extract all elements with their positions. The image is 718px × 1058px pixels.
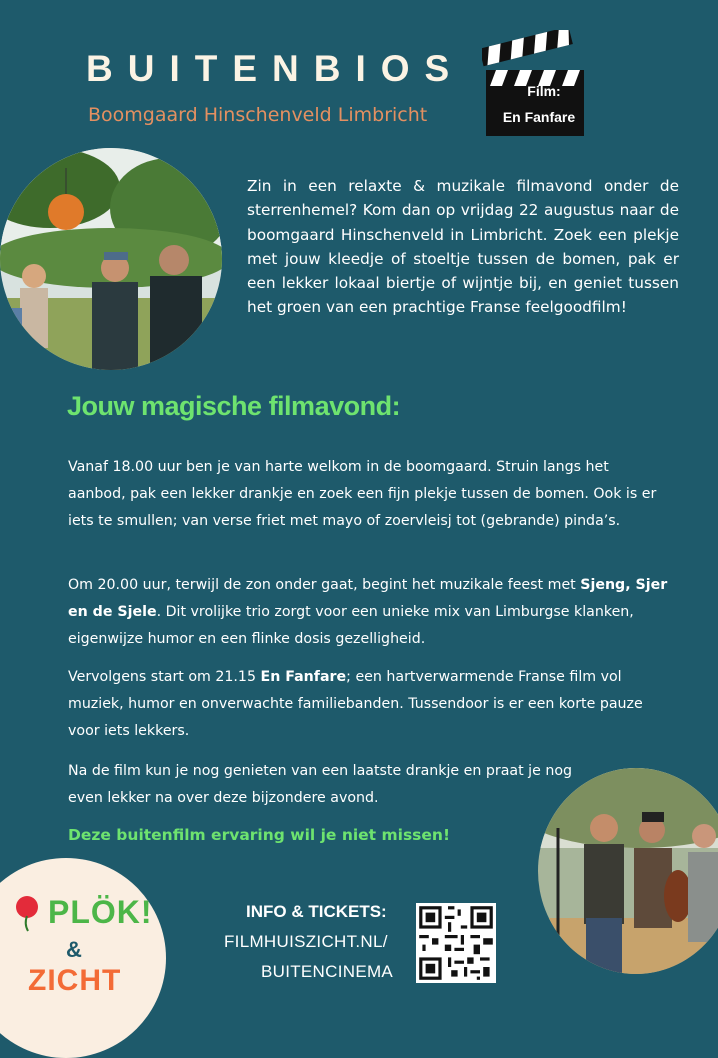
clapper-film-title: En Fanfare — [502, 109, 576, 125]
logo-plok: PLÖK! — [48, 894, 153, 930]
cherry-icon — [14, 894, 40, 932]
paragraph-film-text-2: ; een hartverwarmende Franse film vol muziek, humor en onverwachte familiebanden. Tussendoor is er een korte pauze voor iets lekkers. — [68, 669, 643, 739]
logo-ampersand: & — [66, 937, 82, 962]
orchard-crowd-photo — [0, 148, 222, 370]
event-title: BUITENBIOS — [86, 48, 465, 89]
intro-text: Zin in een relaxte & muzikale filmavond onder de sterrenhemel? Kom dan op vrijdag 22 augustus naar de boomgaard Hinschenveld in Limbricht. Zoek een plekje met jouw kleedje of stoeltje tussen de bomen, pak er een lekker lokaal biertje of wijntje bij, en geniet tussen het groen van een prachtige Franse feelgoodfilm! — [247, 177, 679, 317]
paragraph-music-text-2: . Dit vrolijke trio zorgt voor een unieke mix van Limburgse klanken, eigenwijze humor en een flinke dosis gezelligheid. — [68, 604, 634, 647]
clapper-film-label: Film: — [527, 83, 561, 99]
paragraph-music — [68, 572, 668, 653]
band-name: Sjeng, Sjer en de Sjele — [68, 577, 668, 620]
section-heading: Jouw magische filmavond: — [67, 391, 401, 421]
band-photo — [538, 768, 718, 974]
call-to-action: Deze buitenfilm ervaring wil je niet missen! — [68, 826, 451, 844]
venue-subtitle: Boomgaard Hinschenveld Limbricht — [88, 104, 428, 126]
ticket-url-line1[interactable]: FILMHUISZICHT.NL/ — [224, 932, 388, 951]
paragraph-after: Na de film kun je nog genieten van een laatste drankje en praat je nog even lekker na over deze bijzondere avond. — [68, 763, 573, 806]
film-name: En Fanfare — [260, 669, 347, 685]
plok-zicht-logo — [0, 858, 166, 1058]
ticket-url-line2[interactable]: BUITENCINEMA — [261, 962, 394, 981]
qr-code[interactable] — [416, 903, 496, 983]
paragraph-music-text: Om 20.00 uur, terwijl de zon onder gaat, begint het muzikale feest met — [68, 577, 576, 593]
info-heading: INFO & TICKETS: — [246, 902, 387, 921]
logo-zicht: ZICHT — [28, 964, 122, 997]
paragraph-arrival: Vanaf 18.00 uur ben je van harte welkom in de boomgaard. Struin langs het aanbod, pak een lekker drankje en zoek een fijn plekje tussen de bomen. Ook is er iets te smullen; van verse friet met mayo of zoervleisj tot (gebrande) pinda’s. — [68, 459, 657, 529]
paragraph-film — [68, 664, 668, 745]
paragraph-film-text: Vervolgens start om 21.15 — [68, 669, 256, 685]
